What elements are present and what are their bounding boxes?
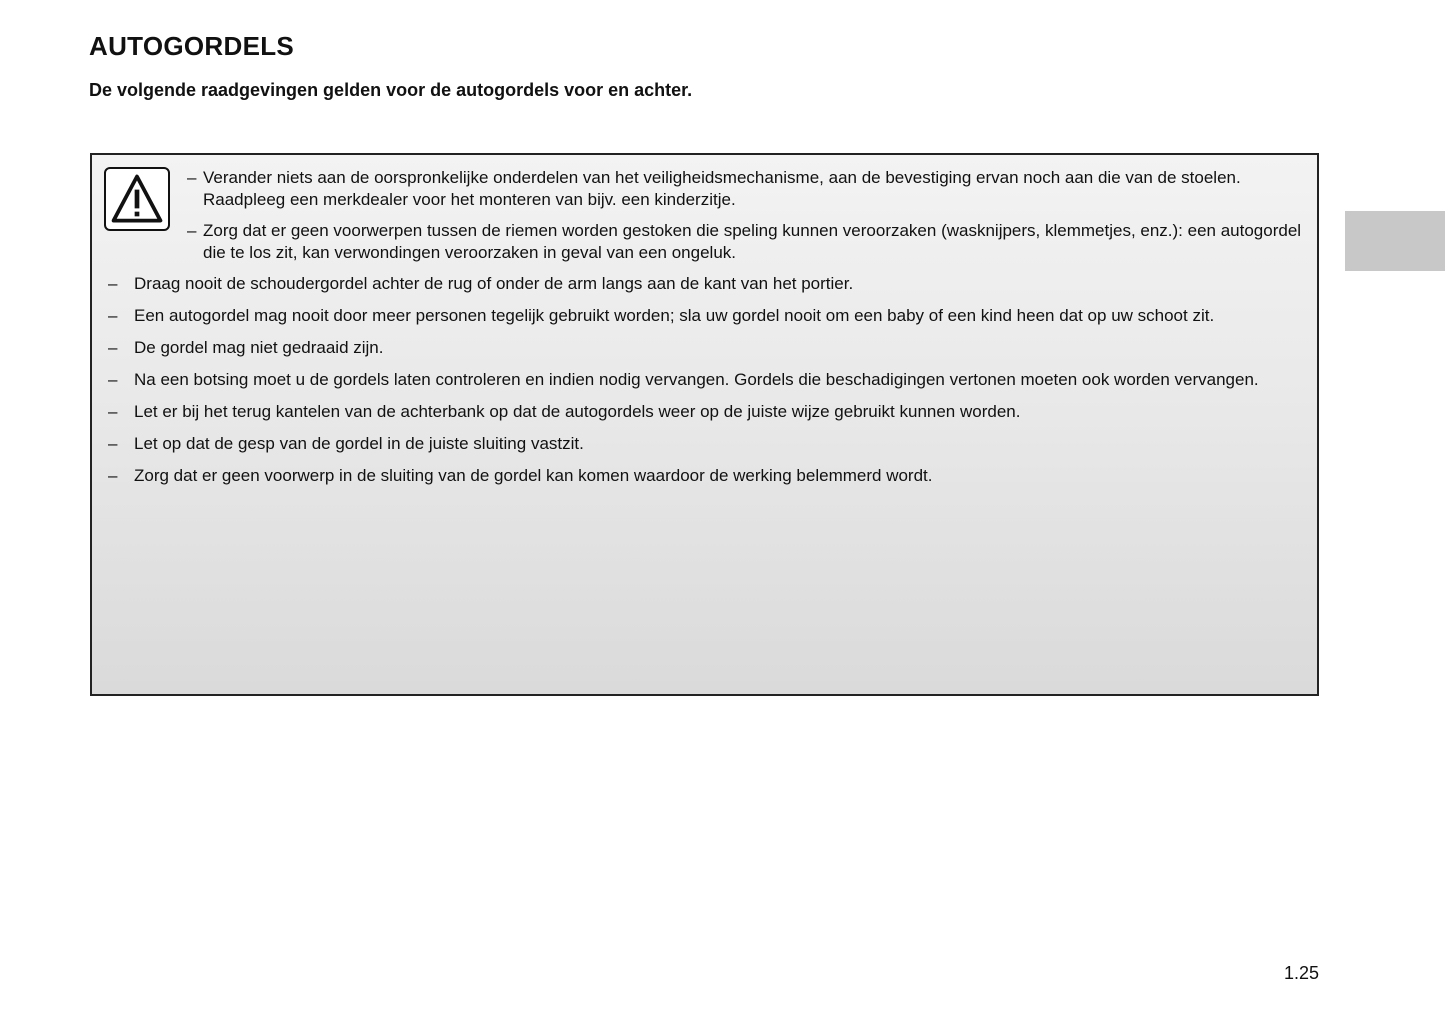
list-item-text: Draag nooit de schoudergordel achter de rug of onder de arm langs aan de kant van het portier. (134, 274, 854, 293)
warning-item (187, 167, 1305, 211)
list-item-text: De gordel mag niet gedraaid zijn. (134, 338, 384, 357)
dash: – (187, 221, 197, 240)
list-item (106, 433, 1305, 455)
list-item (106, 273, 1305, 295)
dash: – (108, 306, 118, 325)
list-item (106, 401, 1305, 423)
warning-list (106, 273, 1305, 497)
dash: – (187, 168, 197, 187)
dash: – (108, 434, 118, 453)
page-number: 1.25 (1284, 963, 1320, 983)
warning-item-text: Zorg dat er geen voorwerpen tussen de riemen worden gestoken die speling kunnen veroorzaken (wasknijpers, klemmetjes, enz.): een autogordel die te los zit, kan verwondingen veroorzaken in geval van een ongeluk. (203, 221, 1302, 262)
chapter-tab (1345, 211, 1445, 271)
dash: – (108, 402, 118, 421)
list-item-text: Let er bij het terug kantelen van de achterbank op dat de autogordels weer op de juiste wijze gebruikt kunnen worden. (134, 402, 1021, 421)
warning-box (90, 153, 1319, 696)
list-item (106, 465, 1305, 487)
list-item (106, 369, 1305, 391)
list-item (106, 305, 1305, 327)
dash: – (108, 370, 118, 389)
dash: – (108, 274, 118, 293)
list-item-text: Een autogordel mag nooit door meer personen tegelijk gebruikt worden; sla uw gordel nooit om een baby of een kind heen dat op uw schoot zit. (134, 306, 1215, 325)
list-item-text: Na een botsing moet u de gordels laten controleren en indien nodig vervangen. Gordels die beschadigingen vertonen moeten ook worden vervangen. (134, 370, 1259, 389)
list-item-text: Let op dat de gesp van de gordel in de juiste sluiting vastzit. (134, 434, 584, 453)
warning-item-text: Verander niets aan de oorspronkelijke onderdelen van het veiligheidsmechanisme, aan de bevestiging ervan noch aan die van de stoelen. Raadpleeg een merkdealer voor het monteren van bijv. een kinderzitje. (203, 168, 1241, 209)
page-subtitle: De volgende raadgevingen gelden voor de autogordels voor en achter. (89, 80, 693, 100)
page-title: AUTOGORDELS (89, 31, 295, 61)
dash: – (108, 466, 118, 485)
warning-triangle-icon (104, 167, 170, 231)
warning-item (187, 220, 1305, 264)
dash: – (108, 338, 118, 357)
list-item-text: Zorg dat er geen voorwerp in de sluiting van de gordel kan komen waardoor de werking belemmerd wordt. (134, 466, 933, 485)
list-item (106, 337, 1305, 359)
